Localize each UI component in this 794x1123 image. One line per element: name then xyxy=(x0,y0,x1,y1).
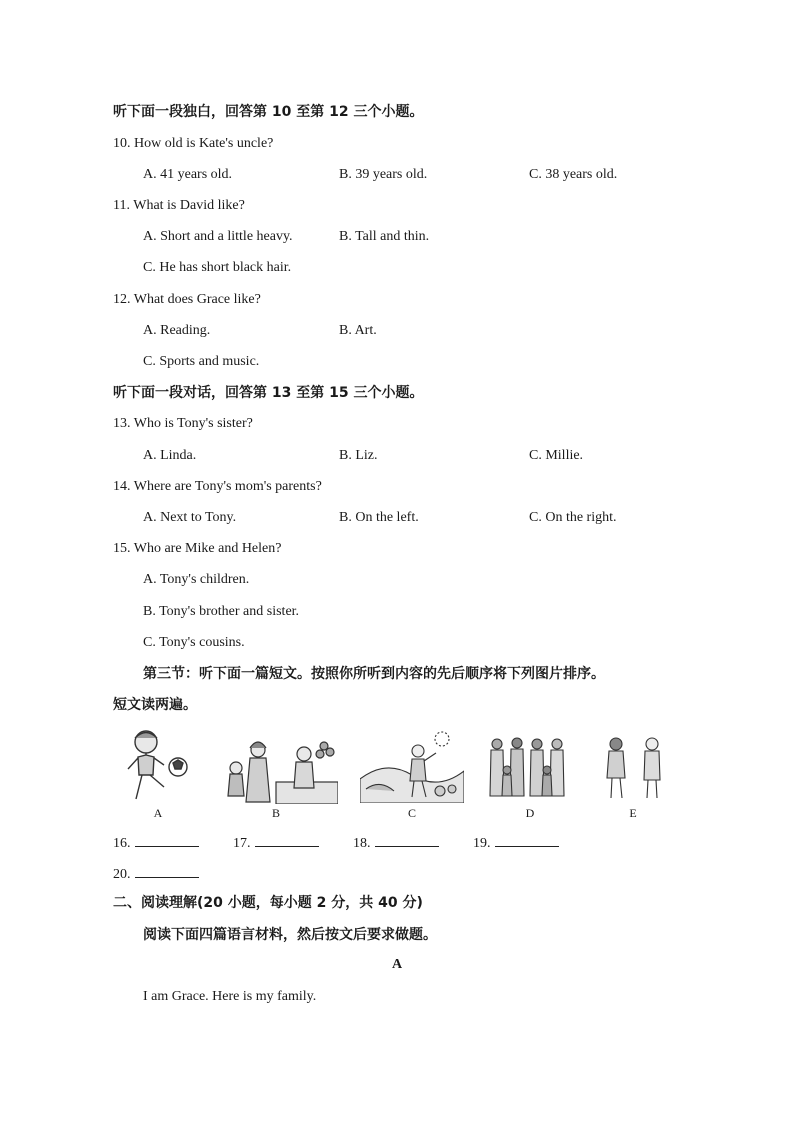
question-13-option-c: C. Millie. xyxy=(529,448,584,463)
question-10-stem: 10. How old is Kate's uncle? xyxy=(113,136,274,151)
question-15-option-a: A. Tony's children. xyxy=(143,572,250,587)
picture-c-grandfather-outdoors xyxy=(360,729,464,803)
blank-line[interactable] xyxy=(135,832,199,847)
picture-b-family-greeting xyxy=(220,738,338,804)
section-intro-passage-line1: 第三节：听下面一篇短文。按照你所听到内容的先后顺序将下列图片排序。 xyxy=(143,666,605,682)
picture-a-label: A xyxy=(153,806,163,820)
part2-title: 二、阅读理解(20 小题，每小题 2 分，共 40 分) xyxy=(113,895,423,911)
question-13-option-a: A. Linda. xyxy=(143,448,197,463)
question-14-option-c: C. On the right. xyxy=(529,510,617,525)
picture-e-label: E xyxy=(629,806,637,820)
question-12-stem: 12. What does Grace like? xyxy=(113,292,261,307)
picture-d-family-group xyxy=(487,736,567,802)
passage-label: A xyxy=(391,957,403,972)
blank-number: 20. xyxy=(113,867,131,882)
blank-line[interactable] xyxy=(135,863,199,878)
picture-d-label: D xyxy=(525,806,535,820)
picture-a-boy-soccer xyxy=(120,727,194,805)
question-12-option-c: C. Sports and music. xyxy=(143,354,260,369)
passage-first-line: I am Grace. Here is my family. xyxy=(143,989,317,1004)
blank-line[interactable] xyxy=(375,832,439,847)
blank-line[interactable] xyxy=(255,832,319,847)
question-11-option-a: A. Short and a little heavy. xyxy=(143,229,293,244)
question-15-option-c: C. Tony's cousins. xyxy=(143,635,245,650)
answer-blank-19[interactable] xyxy=(473,832,559,853)
blank-number: 16. xyxy=(113,836,131,851)
picture-b-label: B xyxy=(271,806,280,820)
question-11-option-b: B. Tall and thin. xyxy=(339,229,430,244)
question-11-stem: 11. What is David like? xyxy=(113,198,245,213)
question-12-option-b: B. Art. xyxy=(339,323,377,338)
question-11-option-c: C. He has short black hair. xyxy=(143,260,292,275)
picture-e-two-adults xyxy=(600,736,668,802)
answer-blank-20[interactable] xyxy=(113,863,199,884)
section-intro-passage-line2: 短文读两遍。 xyxy=(113,697,197,713)
question-15-option-b: B. Tony's brother and sister. xyxy=(143,604,300,619)
question-12-option-a: A. Reading. xyxy=(143,323,211,338)
part2-intro: 阅读下面四篇语言材料，然后按文后要求做题。 xyxy=(143,927,437,943)
section-intro-dialogue: 听下面一段对话，回答第 13 至第 15 三个小题。 xyxy=(113,385,424,401)
question-13-stem: 13. Who is Tony's sister? xyxy=(113,416,253,431)
answer-blank-17[interactable] xyxy=(233,832,319,853)
question-15-stem: 15. Who are Mike and Helen? xyxy=(113,541,282,556)
blank-number: 17. xyxy=(233,836,251,851)
answer-blank-16[interactable] xyxy=(113,832,199,853)
question-13-option-b: B. Liz. xyxy=(339,448,378,463)
question-14-option-a: A. Next to Tony. xyxy=(143,510,237,525)
blank-line[interactable] xyxy=(495,832,559,847)
question-10-option-a: A. 41 years old. xyxy=(143,167,233,182)
question-10-option-b: B. 39 years old. xyxy=(339,167,428,182)
blank-number: 18. xyxy=(353,836,371,851)
picture-c-label: C xyxy=(407,806,416,820)
blank-number: 19. xyxy=(473,836,491,851)
section-intro-monologue: 听下面一段独白，回答第 10 至第 12 三个小题。 xyxy=(113,104,424,120)
question-14-option-b: B. On the left. xyxy=(339,510,419,525)
question-10-option-c: C. 38 years old. xyxy=(529,167,618,182)
answer-blank-18[interactable] xyxy=(353,832,439,853)
question-14-stem: 14. Where are Tony's mom's parents? xyxy=(113,479,322,494)
